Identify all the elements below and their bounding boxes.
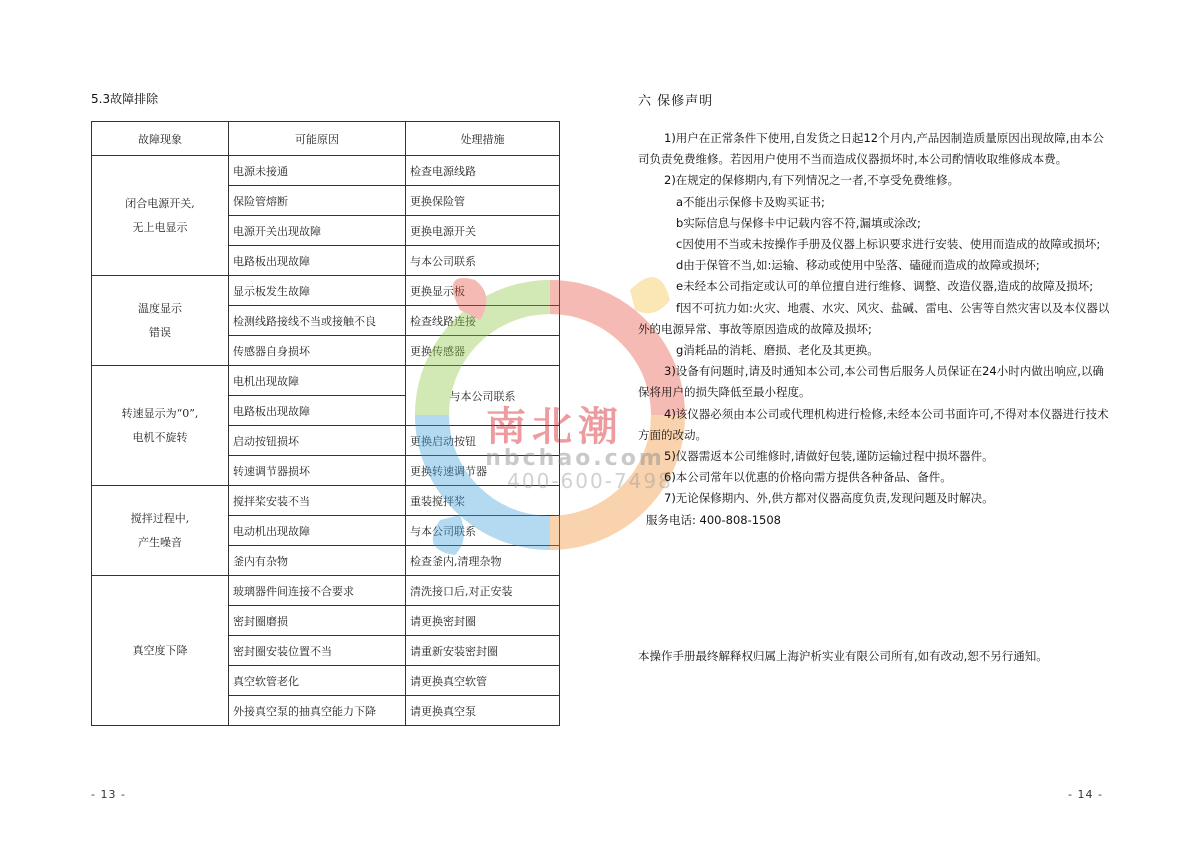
table-row [92, 156, 560, 186]
cause-cell: 启动按钮损坏 [229, 426, 406, 456]
cause-cell: 检测线路接线不当或接触不良 [229, 306, 406, 336]
symptom-cell: 真空度下降 [92, 576, 229, 726]
cause-cell: 传感器自身损坏 [229, 336, 406, 366]
warranty-paragraph: 3)设备有问题时,请及时通知本公司,本公司售后服务人员保证在24小时内做出响应,以确保将用户的损失降低至最小程度。 [638, 364, 1104, 400]
symptom-cell: 温度显示 错误 [92, 276, 229, 366]
warranty-item: b实际信息与保修卡中记载内容不符,漏填或涂改; [676, 215, 921, 230]
measure-cell: 请更换密封圈 [406, 606, 560, 636]
measure-cell: 更换保险管 [406, 186, 560, 216]
cause-cell: 密封圈安装位置不当 [229, 636, 406, 666]
measure-cell: 检查线路连接 [406, 306, 560, 336]
measure-cell: 更换电源开关 [406, 216, 560, 246]
warranty-body [638, 128, 1110, 531]
measure-cell: 清洗接口后,对正安装 [406, 576, 560, 606]
symptom-cell: 搅拌过程中, 产生噪音 [92, 486, 229, 576]
header-measure: 处理措施 [406, 122, 560, 156]
table-row [92, 486, 560, 516]
table-row [92, 276, 560, 306]
warranty-paragraph: 4)该仪器必须由本公司或代理机构进行检修,未经本公司书面许可,不得对本仪器进行技术方面的改动。 [638, 406, 1109, 442]
cause-cell: 显示板发生故障 [229, 276, 406, 306]
cause-cell: 密封圈磨损 [229, 606, 406, 636]
measure-cell: 与本公司联系 [406, 246, 560, 276]
table-row [92, 576, 560, 606]
watermark-phone: 400-600-7498 [507, 469, 673, 493]
measure-cell: 检查电源线路 [406, 156, 560, 186]
page-number-left: - 13 - [91, 788, 126, 801]
warranty-item: g消耗品的消耗、磨损、老化及其更换。 [676, 343, 879, 358]
header-cause: 可能原因 [229, 122, 406, 156]
cause-cell: 外接真空泵的抽真空能力下降 [229, 696, 406, 726]
warranty-paragraph: 2)在规定的保修期内,有下列情况之一者,不享受免费维修。 [664, 173, 960, 188]
warranty-item: c因使用不当或未按操作手册及仪器上标识要求进行安装、使用而造成的故障或损坏; [676, 237, 1101, 252]
measure-cell: 请重新安装密封圈 [406, 636, 560, 666]
warranty-paragraph: 6)本公司常年以优惠的价格向需方提供各种备品、备件。 [664, 470, 952, 485]
warranty-item: a不能出示保修卡及购买证书; [676, 194, 825, 209]
service-phone: 服务电话: 400-808-1508 [646, 512, 781, 527]
manual-footnote: 本操作手册最终解释权归属上海沪析实业有限公司所有,如有改动,恕不另行通知。 [638, 649, 1048, 663]
cause-cell: 电源未接通 [229, 156, 406, 186]
cause-cell: 电路板出现故障 [229, 396, 406, 426]
measure-cell: 重装搅拌桨 [406, 486, 560, 516]
measure-cell: 更换传感器 [406, 336, 560, 366]
measure-cell: 检查釜内,清理杂物 [406, 546, 560, 576]
fault-table [91, 121, 560, 726]
cause-cell: 转速调节器损坏 [229, 456, 406, 486]
measure-cell: 请更换真空软管 [406, 666, 560, 696]
page-number-right: - 14 - [1068, 788, 1103, 801]
section-title: 5.3故障排除 [91, 92, 159, 106]
symptom-cell: 转速显示为“0”, 电机不旋转 [92, 366, 229, 486]
watermark-brand: 南北潮 [486, 404, 624, 450]
measure-cell: 与本公司联系 [406, 516, 560, 546]
measure-cell-merged: 与本公司联系 [406, 366, 560, 426]
warranty-item: e未经本公司指定或认可的单位擅自进行维修、调整、改造仪器,造成的故障及损坏; [676, 279, 1094, 294]
table-row [92, 366, 560, 396]
cause-cell: 电源开关出现故障 [229, 216, 406, 246]
cause-cell: 釜内有杂物 [229, 546, 406, 576]
measure-cell: 请更换真空泵 [406, 696, 560, 726]
warranty-paragraph: 7)无论保修期内、外,供方都对仪器高度负责,发现问题及时解决。 [664, 491, 994, 506]
symptom-cell: 闭合电源开关, 无上电显示 [92, 156, 229, 276]
warranty-item: f因不可抗力如:火灾、地震、水灾、风灾、盐碱、雷电、公害等自然灾害以及本仪器以外的电源异常、事故等原因造成的故障及损坏; [638, 300, 1110, 336]
warranty-paragraph: 1)用户在正常条件下使用,自发货之日起12个月内,产品因制造质量原因出现故障,由本公司负责免费维修。若因用户使用不当而造成仪器损坏时,本公司酌情收取维修成本费。 [638, 131, 1104, 167]
cause-cell: 保险管熔断 [229, 186, 406, 216]
warranty-item: d由于保管不当,如:运输、移动或使用中坠落、磕碰而造成的故障或损坏; [676, 258, 1040, 273]
cause-cell: 电机出现故障 [229, 366, 406, 396]
watermark-site: nbchao.com [485, 446, 665, 471]
measure-cell: 更换启动按钮 [406, 426, 560, 456]
warranty-paragraph: 5)仪器需返本公司维修时,请做好包装,谨防运输过程中损坏器件。 [664, 449, 994, 464]
measure-cell: 更换显示板 [406, 276, 560, 306]
measure-cell: 更换转速调节器 [406, 456, 560, 486]
cause-cell: 玻璃器件间连接不合要求 [229, 576, 406, 606]
cause-cell: 真空软管老化 [229, 666, 406, 696]
cause-cell: 电动机出现故障 [229, 516, 406, 546]
header-symptom: 故障现象 [92, 122, 229, 156]
table-header-row [92, 122, 560, 156]
cause-cell: 搅拌桨安装不当 [229, 486, 406, 516]
warranty-title: 六 保修声明 [638, 94, 714, 109]
cause-cell: 电路板出现故障 [229, 246, 406, 276]
